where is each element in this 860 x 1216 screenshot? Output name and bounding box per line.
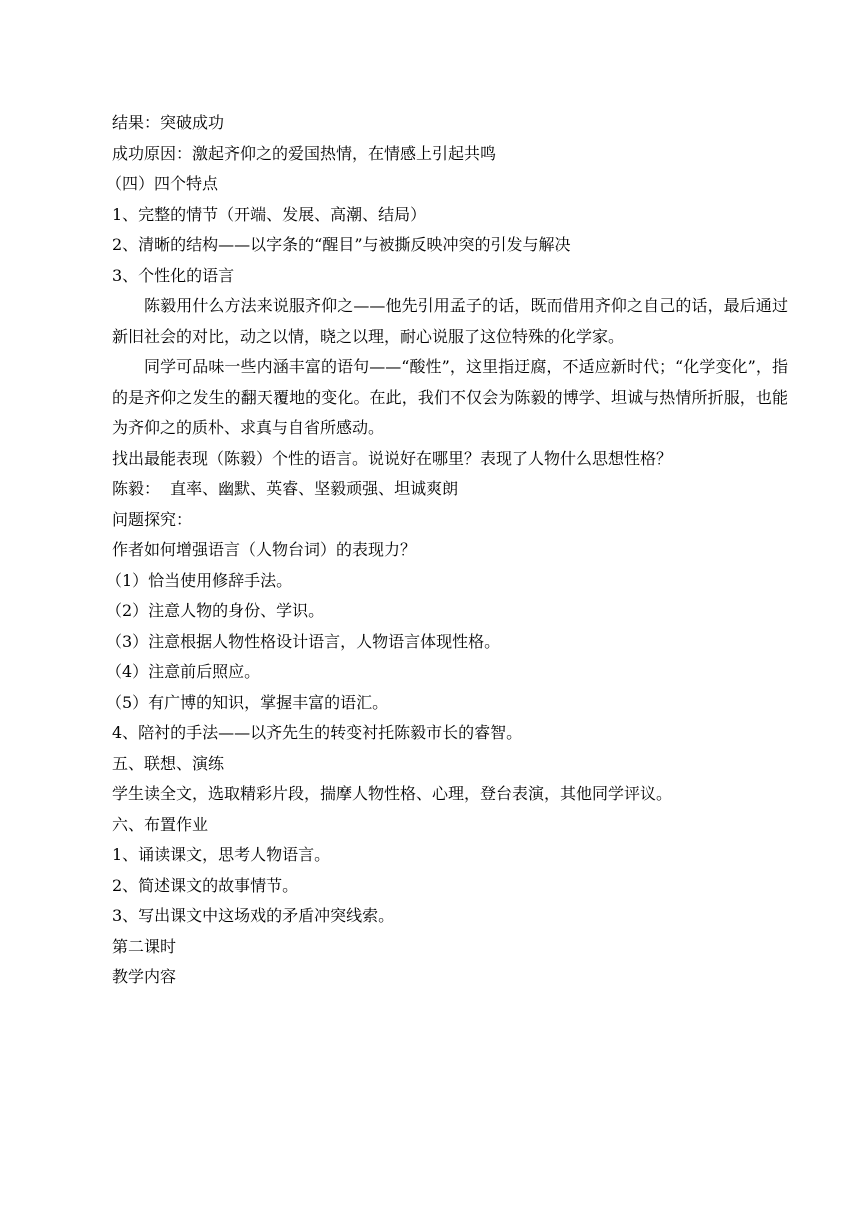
answer-item-4: （4）注意前后照应。 bbox=[106, 662, 261, 681]
section-heading-four-features: （四）四个特点 bbox=[106, 174, 219, 193]
section-five-content: 学生读全文，选取精彩片段，揣摩人物性格、心理，登台表演，其他同学评议。 bbox=[112, 784, 673, 803]
chen-yi-traits: 陈毅： 直率、幽默、英睿、坚毅顽强、坦诚爽朗 bbox=[112, 479, 459, 498]
answer-item-1: （1）恰当使用修辞手法。 bbox=[106, 570, 293, 590]
section-five-heading: 五、联想、演练 bbox=[112, 753, 225, 773]
feature-1-plot: 1、完整的情节（开端、发展、高潮、结局） bbox=[112, 204, 427, 224]
answer-item-2: （2）注意人物的身份、学识。 bbox=[106, 601, 325, 620]
feature-4-contrast: 4、陪衬的手法——以齐先生的转变衬托陈毅市长的睿智。 bbox=[112, 723, 523, 742]
homework-item-1: 1、诵读课文，思考人物语言。 bbox=[112, 845, 331, 864]
question-expressiveness: 作者如何增强语言（人物台词）的表现力？ bbox=[112, 540, 417, 559]
result-line: 结果：突破成功 bbox=[112, 113, 225, 132]
question-inquiry-heading: 问题探究： bbox=[112, 509, 193, 529]
task-find-language: 找出最能表现（陈毅）个性的语言。说说好在哪里？表现了人物什么思想性格？ bbox=[112, 448, 673, 468]
feature-3-language: 3、个性化的语言 bbox=[112, 265, 235, 285]
answer-item-3: （3）注意根据人物性格设计语言，人物语言体现性格。 bbox=[106, 631, 501, 651]
success-reason-line: 成功原因：激起齐仰之的爱国热情，在情感上引起共鸣 bbox=[112, 143, 497, 163]
answer-item-5: （5）有广博的知识，掌握丰富的语汇。 bbox=[106, 692, 389, 712]
homework-item-2: 2、简述课文的故事情节。 bbox=[112, 875, 299, 895]
homework-item-3: 3、写出课文中这场戏的矛盾冲突线索。 bbox=[112, 906, 395, 925]
document-body bbox=[106, 108, 788, 993]
feature-2-structure: 2、清晰的结构——以字条的“醒目”与被撕反映冲突的引发与解决 bbox=[112, 235, 571, 254]
section-six-heading: 六、布置作业 bbox=[112, 814, 209, 834]
paragraph-rich-phrases: 同学可品味一些内涵丰富的语句——“酸性”，这里指迂腐，不适应新时代；“化学变化”，指的是齐仰之发生的翻天覆地的变化。在此，我们不仅会为陈毅的博学、坦诚与热情所折服，也能为齐仰之的质朴、求真与自省所感动。 bbox=[112, 357, 788, 437]
paragraph-persuasion-method: 陈毅用什么方法来说服齐仰之——他先引用孟子的话，既而借用齐仰之自己的话，最后通过新旧社会的对比，动之以情，晓之以理，耐心说服了这位特殊的化学家。 bbox=[112, 296, 788, 346]
second-lesson-heading: 第二课时 bbox=[112, 936, 177, 956]
teaching-content-heading: 教学内容 bbox=[112, 967, 177, 986]
